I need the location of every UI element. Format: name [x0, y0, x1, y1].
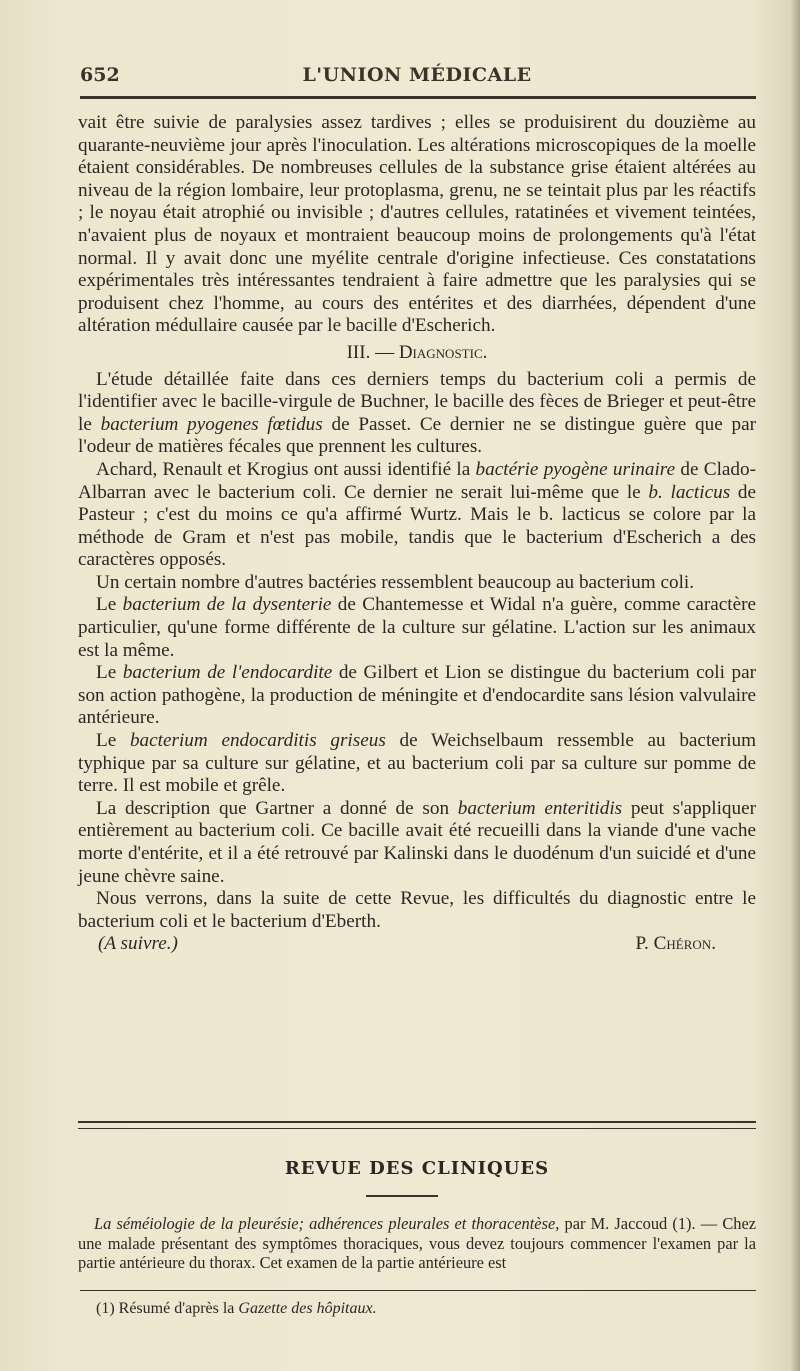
- paragraph: vait être suivie de paralysies assez tardives ; elles se produisirent du douzième au quarante-neuvième jour après l'inoculation. Les altérations microscopiques de la moelle étaient considérables. De nombreuses cellules de la substance grise étaient altérées au niveau de la région lombaire, leur protoplasma, grenu, ne se teintait plus par les réactifs ; le noyau était atrophié ou invisible ; d'autres cellules, ratatinées et vivement teintées, n'avaient plus de noyaux et montraient beaucoup moins de prolongements qu'à l'état normal. Il y avait donc une myélite centrale d'origine infectieuse. Ces constatations expérimentales très intéressantes tendraient à faire admettre que les paralysies qui se produisent chez l'homme, au cours des entérites et des diarrhées, dépendent d'une altération médullaire causée par le bacille d'Escherich.: [78, 112, 756, 337]
- section-underline: [366, 1195, 438, 1197]
- paragraph: Le bacterium de l'endocardite de Gilbert et Lion se distingue du bacterium coli par son action pathogène, la production de méningite et d'endocardite sans lésion valvulaire antérieure.: [78, 662, 757, 729]
- signature-row: [78, 933, 756, 956]
- page-number: 652: [80, 64, 120, 86]
- author-signature: P. Chéron.: [635, 933, 716, 955]
- paragraph: La description que Gartner a donné de son bacterium enteritidis peut s'appliquer entièrement au bacterium coli. Ce bacille avait été recueilli dans la viande d'une vache morte d'entérite, et il a été retrouvé par Kalinski dans le duodénum d'un suicidé et d'une jeune chèvre saine.: [78, 797, 757, 887]
- paragraph: L'étude détaillée faite dans ces derniers temps du bacterium coli a permis de l'identifier avec le bacille-virgule de Buchner, le bacille des fèces de Brieger et peut-être le bacterium pyogenes fœtidus de Passet. Ce dernier ne se distingue guère que par l'odeur de matières fécales que prennent les cultures.: [78, 368, 757, 458]
- page-edge-shadow: [790, 0, 800, 1371]
- footnote-mark: (1): [96, 1300, 115, 1317]
- header-rule: [80, 96, 756, 99]
- paragraph: Le bacterium de la dysenterie de Chantemesse et Widal n'a guère, comme caractère particulier, qu'une forme différente de la culture sur gélatine. L'action sur les animaux est la même.: [78, 594, 757, 661]
- review-text: [78, 1214, 756, 1273]
- article-body: [78, 112, 756, 956]
- to-follow-note: (A suivre.): [98, 933, 178, 955]
- footnote: (1) Résumé d'après la Gazette des hôpitaux.: [96, 1300, 377, 1317]
- paragraph: Nous verrons, dans la suite de cette Revue, les difficultés du diagnostic entre le bacterium coli et le bacterium d'Eberth.: [78, 888, 756, 932]
- paragraph: La séméiologie de la pleurésie; adhérences pleurales et thoracentèse, par M. Jaccoud (1). — Chez une malade présentant des symptômes thoraciques, vous devez toujours commencer l'examen par la partie antérieure du thorax. Cet examen de la partie antérieure est: [78, 1214, 757, 1273]
- footnote-rule: [80, 1290, 756, 1291]
- running-title: L'UNION MÉDICALE: [302, 64, 532, 86]
- section-header: REVUE DES CLINIQUES: [284, 1158, 550, 1179]
- paragraph: Le bacterium endocarditis griseus de Weichselbaum ressemble au bacterium typhique par sa culture sur gélatine, et au bacterium coli par sa culture sur pomme de terre. Il est mobile et grêle.: [78, 730, 757, 797]
- section-divider: [78, 1121, 756, 1129]
- section-title: III. — Diagnostic.: [346, 341, 488, 363]
- paragraph: Achard, Renault et Krogius ont aussi identifié la bactérie pyogène urinaire de Clado-Albarran avec le bacterium coli. Ce dernier ne serait lui-même que le b. lacticus de Pasteur ; c'est du moins ce qu'a affirmé Wurtz. Mais le b. lacticus se colore par la méthode de Gram et n'est pas mobile, tandis que le bacterium d'Escherich a des caractères opposés.: [78, 458, 757, 571]
- paragraph: Un certain nombre d'autres bactéries ressemblent beaucoup au bacterium coli.: [96, 571, 695, 593]
- page-header: [80, 64, 754, 92]
